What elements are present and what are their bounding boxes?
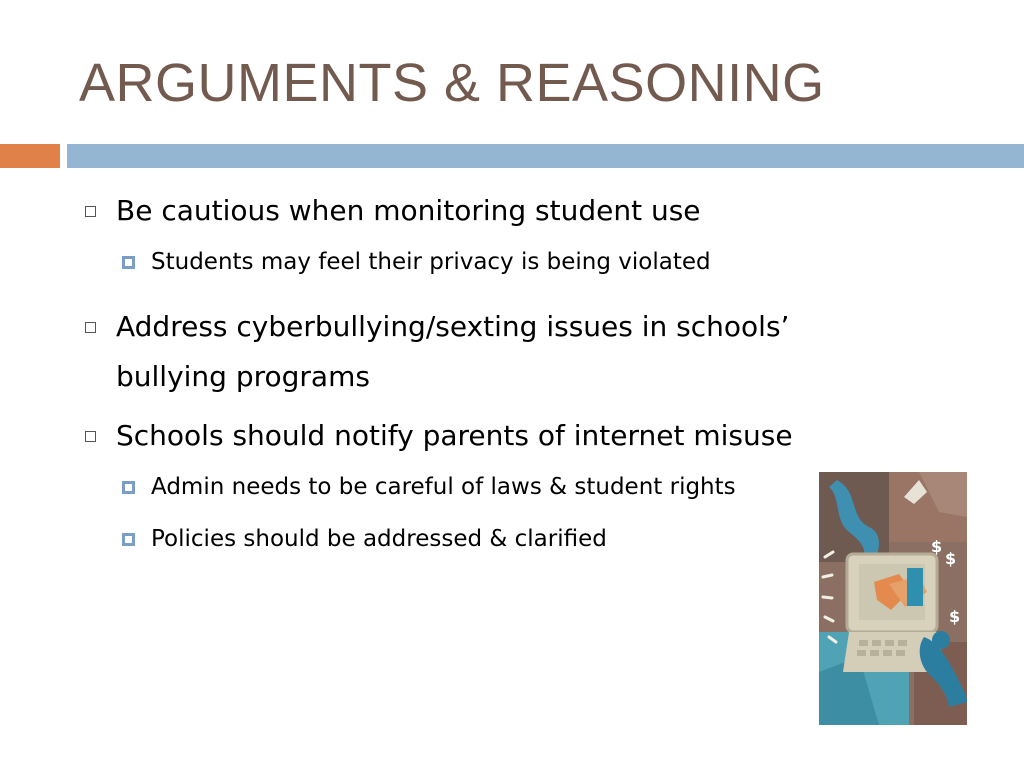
square-bullet-icon xyxy=(122,533,135,546)
hollow-square-bullet-icon xyxy=(85,206,96,217)
bullet-text: Address cyberbullying/sexting issues in schools’ bullying programs xyxy=(116,310,790,393)
sub-bullet-text: Policies should be addressed & clarified xyxy=(151,526,607,552)
hollow-square-bullet-icon xyxy=(85,322,96,333)
sub-bullet-item xyxy=(80,513,801,566)
bullet-item xyxy=(80,415,900,457)
slide-title: ARGUMENTS & REASONING xyxy=(79,53,825,113)
accent-bar-blue xyxy=(67,144,1024,168)
sub-bullet-item xyxy=(80,461,851,513)
accent-bar-orange xyxy=(0,144,60,168)
svg-text:$: $ xyxy=(945,549,957,568)
bullet-item xyxy=(80,302,900,402)
hollow-square-bullet-icon xyxy=(85,431,96,442)
sub-bullet-text: Admin needs to be careful of laws & student rights xyxy=(151,474,736,500)
square-bullet-icon xyxy=(122,256,135,269)
computer-hands-clipart-icon xyxy=(819,472,967,725)
svg-text:$: $ xyxy=(949,607,961,626)
bullet-text: Schools should notify parents of internet misuse xyxy=(116,419,793,452)
sub-bullet-text: Students may feel their privacy is being violated xyxy=(151,249,711,275)
bullet-item xyxy=(80,190,900,232)
bullet-list xyxy=(80,190,900,566)
sub-bullet-item xyxy=(80,236,801,289)
svg-text:$: $ xyxy=(931,537,943,556)
square-bullet-icon xyxy=(122,481,135,494)
bullet-text: Be cautious when monitoring student use xyxy=(116,194,701,227)
